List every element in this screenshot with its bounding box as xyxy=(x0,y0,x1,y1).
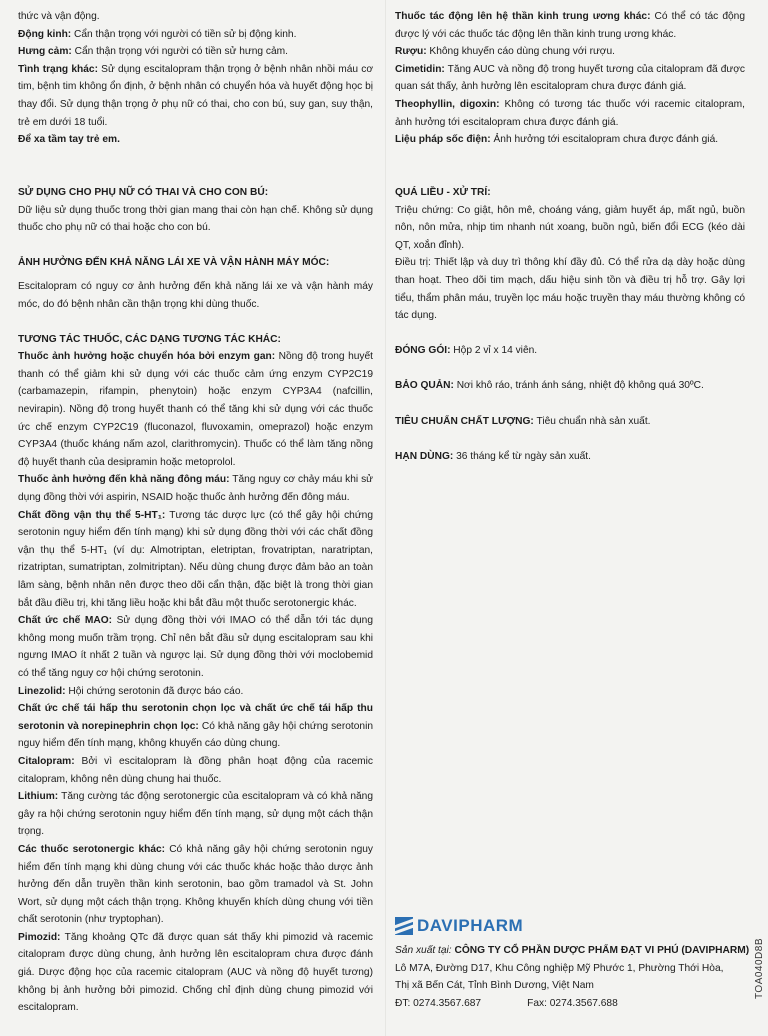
davipharm-logo-icon xyxy=(395,917,413,935)
interaction-text: Tăng nguy cơ chảy máu khi sử dụng đồng thời với aspirin, NSAID hoặc thuốc ảnh hưởng đến đông máu. xyxy=(18,474,373,504)
interaction-item xyxy=(18,929,373,1017)
packaging-text: Hộp 2 vỉ x 14 viên. xyxy=(450,345,538,357)
interaction-label: Chất ức chế MAO: xyxy=(18,615,113,627)
interaction-text: Có khả năng gây hội chứng serotonin nguy hiểm đến tính mạng khi dùng chung với các thuốc khác hoặc thảo dược ảnh hưởng đến dẫn truyền thần kinh serotonin, bao gồm tramadol và St. John Wort, sử dụng một cách thận trọng. Không khuyến khích dùng chung với tiền chất serotonin (như tryptophan). xyxy=(18,843,374,926)
overdose-treatment: Điều trị: Thiết lập và duy trì thông khí đầy đủ. Có thể rửa dạ dày hoặc dùng than hoạt. Theo dõi tim mạch, dấu hiệu sinh tồn và điều trị hỗ trợ. Gây lợi tiểu, thẩm phân máu, truyền lọc máu hoặc truyền thay máu thường không có tác dụng. xyxy=(395,257,745,322)
interaction-item xyxy=(18,471,373,506)
quality-paragraph xyxy=(395,413,745,431)
expiry-label: HẠN DÙNG: xyxy=(395,450,454,462)
interaction-item xyxy=(18,348,373,471)
right-column xyxy=(395,8,745,465)
interaction-label: Chất đồng vận thụ thể 5-HT₁: xyxy=(18,509,166,521)
left-column xyxy=(18,8,373,1017)
manufacturer-line xyxy=(395,942,750,960)
document-code: TOA040D8B xyxy=(754,938,765,1000)
interaction-item xyxy=(18,841,373,929)
quality-text: Tiêu chuẩn nhà sản xuất. xyxy=(533,415,651,427)
keep-away-warning: Để xa tầm tay trẻ em. xyxy=(18,134,120,146)
interaction-label: Linezolid: xyxy=(18,685,66,697)
interaction-item xyxy=(18,788,373,841)
interaction-label: Thuốc ảnh hưởng đến khả năng đông máu: xyxy=(18,474,230,486)
interaction-item xyxy=(18,612,373,682)
interaction-label: Lithium: xyxy=(18,791,59,803)
interaction-text: Có khả năng gây hội chứng serotonin nguy hiểm đến tính mạng, không khuyến cáo dùng chung. xyxy=(18,720,373,750)
interaction-label: Các thuốc serotonergic khác: xyxy=(18,843,166,855)
manufacturer-phone: ĐT: 0274.3567.687 xyxy=(395,997,482,1009)
interaction-item xyxy=(395,8,745,43)
interaction-text: Có thể có tác động được lý với các thuốc tác động lên thần kinh trung ương khác. xyxy=(395,11,746,40)
dong-kinh-paragraph xyxy=(18,26,373,44)
davipharm-logo xyxy=(395,916,523,936)
tinh-trang-label: Tình trạng khác: xyxy=(18,63,98,75)
manufacturer-block xyxy=(395,942,750,1012)
interaction-text: Nồng độ trong huyết thanh có thể giảm khi sử dụng với các thuốc cảm ứng enzym CYP2C19 (carbamazepin, rifampin, phenytoin) hoặc enzym CYP3A4 (nafcillin, nevirapin). Nồng độ trong huyết thanh có thể tăng khi sử dụng với các thuốc ức chế enzym CYP2C19 (fluconazol, fluvoxamin, omeprazol) hoặc enzym CYP3A4 (thuốc kháng nấm azol, clarithromycin). Thuốc có thể làm tăng nồng độ huyết thanh của desipramin hoặc metoprolol. xyxy=(18,351,373,468)
interaction-text: Tăng khoảng QTc đã được quan sát thấy khi pimozid và racemic citalopram được dùng chung, ảnh hưởng lên escitalopram chưa được đánh giá. Dược động học của racemic citalopram (AUC và nồng độ huyết tương) không bị ảnh hưởng bởi pimozid. Chống chỉ định dùng chung pimozid với escitalopram. xyxy=(18,931,373,1014)
hung-cam-paragraph xyxy=(18,43,373,61)
overdose-symptoms: Triệu chứng: Co giật, hôn mê, choáng váng, giảm huyết áp, mất ngủ, buồn nôn, nôn mửa, nhịp tim nhanh nút xoang, buồn ngủ, biến đổi ECG (kéo dài QT, xoắn đỉnh). xyxy=(395,204,745,251)
interactions-heading: TƯƠNG TÁC THUỐC, CÁC DẠNG TƯƠNG TÁC KHÁC: xyxy=(18,333,281,345)
interaction-item xyxy=(395,61,745,96)
driving-text: Escitalopram có nguy cơ ảnh hưởng đến khả năng lái xe và vận hành máy móc, do đó bệnh nhân cần thận trọng khi dùng thuốc. xyxy=(18,280,373,310)
interaction-item xyxy=(395,131,745,149)
manufacturer-contact xyxy=(395,995,750,1013)
brand-name: DAVIPHARM xyxy=(417,916,524,935)
packaging-paragraph xyxy=(395,342,745,360)
interaction-label: Liệu pháp sốc điện: xyxy=(395,134,491,146)
interaction-text: Ảnh hưởng tới escitalopram chưa được đánh giá. xyxy=(490,134,719,146)
intro-text: thức và vận động. xyxy=(18,11,100,22)
interaction-text: Tăng AUC và nồng độ trong huyết tương của citalopram đã được quan sát thấy, ảnh hưởng lên escitalopram chưa được đánh giá. xyxy=(395,63,745,93)
manufacturer-fax: Fax: 0274.3567.688 xyxy=(527,997,618,1009)
interaction-text: Không có tương tác thuốc với racemic citalopram, ảnh hưởng tới escitalopram chưa được đánh giá. xyxy=(395,98,745,128)
storage-paragraph xyxy=(395,377,745,395)
interaction-text: Bởi vì escitalopram là đồng phân hoạt động của racemic citalopram, không nên dùng chung hai thuốc. xyxy=(18,755,373,785)
manufacturer-address-2: Thị xã Bến Cát, Tỉnh Bình Dương, Việt Nam xyxy=(395,980,594,992)
storage-label: BẢO QUẢN: xyxy=(395,380,454,392)
interaction-label: Cimetidin: xyxy=(395,63,445,75)
interaction-text: Tương tác dược lực (có thể gây hội chứng serotonin nguy hiểm đến tính mạng) khi sử dụng đồng thời với các chất đồng vận thụ thể 5-HT₁ (ví dụ: Almotriptan, eletriptan, frovatriptan, naratriptan, rizatriptan, sumatriptan, zolmitriptan). Nếu dùng chung được đảm bảo an toàn lâm sàng, bệnh nhân nên được theo dõi cẩn thận, đặc biệt là trong thời gian bắt đầu điều trị, khi tăng liều hoặc khi bắt đầu một thuốc serotonergic khác. xyxy=(18,509,373,609)
manufacturer-address-1: Lô M7A, Đường D17, Khu Công nghiệp Mỹ Phước 1, Phường Thới Hòa, xyxy=(395,962,724,974)
interaction-item xyxy=(395,96,745,131)
pregnancy-text: Dữ liệu sử dụng thuốc trong thời gian mang thai còn hạn chế. Không sử dụng thuốc cho phụ nữ có thai hoặc cho con bú. xyxy=(18,204,373,234)
hung-cam-text: Cẩn thận trọng với người có tiền sử hưng cảm. xyxy=(71,46,288,58)
interaction-label: Theophyllin, digoxin: xyxy=(395,98,500,110)
interaction-item xyxy=(395,43,745,61)
storage-text: Nơi khô ráo, tránh ánh sáng, nhiệt độ không quá 30ºC. xyxy=(453,380,704,392)
manufacturer-label: Sản xuất tại: xyxy=(395,945,452,956)
interaction-item xyxy=(18,753,373,788)
interaction-label: Chất ức chế tái hấp thu serotonin chọn lọc và chất ức chế tái hấp thu serotonin và norepinephrin chọn lọc: xyxy=(18,703,373,732)
tinh-trang-paragraph xyxy=(18,61,373,131)
hung-cam-label: Hưng cảm: xyxy=(18,46,72,58)
expiry-paragraph xyxy=(395,448,745,466)
interaction-item xyxy=(18,700,373,753)
interaction-label: Thuốc ảnh hưởng hoặc chuyển hóa bởi enzym gan: xyxy=(18,351,276,363)
driving-heading: ẢNH HƯỞNG ĐẾN KHẢ NĂNG LÁI XE VÀ VẬN HÀNH MÁY MÓC: xyxy=(18,257,330,269)
interaction-label: Citalopram: xyxy=(18,755,75,767)
interaction-text: Tăng cường tác động serotonergic của escitalopram và có khả năng gây ra hội chứng serotonin nguy hiểm đến tính mạng, sử dụng một cách thận trọng. xyxy=(18,791,373,838)
tinh-trang-text: Sử dụng escitalopram thận trọng ở bệnh nhân nhồi máu cơ tim, bệnh tim không ổn định, ở bệnh nhân có chuyển hóa và huyết động học bị thay đổi. Sử dụng thận trọng ở phụ nữ có thai, cho con bú, suy gan, suy thận, trẻ em dưới 18 tuổi. xyxy=(18,63,373,128)
packaging-label: ĐÓNG GÓI: xyxy=(395,345,451,357)
interaction-label: Rượu: xyxy=(395,46,427,58)
dong-kinh-text: Cẩn thận trọng với người có tiền sử bị động kinh. xyxy=(71,28,297,40)
dong-kinh-label: Động kinh: xyxy=(18,28,72,40)
manufacturer-company: CÔNG TY CỔ PHẦN DƯỢC PHẨM ĐẠT VI PHÚ (DAVIPHARM) xyxy=(451,945,750,956)
interaction-item xyxy=(18,683,373,701)
overdose-heading: QUÁ LIỀU - XỬ TRÍ: xyxy=(395,186,491,198)
paper-fold-line xyxy=(385,0,386,1036)
interaction-label: Thuốc tác động lên hệ thần kinh trung ương khác: xyxy=(395,11,651,22)
interaction-text: Không khuyến cáo dùng chung với rượu. xyxy=(426,46,615,58)
quality-label: TIÊU CHUẨN CHẤT LƯỢNG: xyxy=(395,415,534,427)
expiry-text: 36 tháng kể từ ngày sản xuất. xyxy=(453,450,591,462)
interaction-text: Sử dụng đồng thời với IMAO có thể dẫn tới tác dụng không mong muốn trầm trọng. Chỉ nên bắt đầu sử dụng escitalopram sau khi ngưng IMAO ít nhất 2 tuần và ngược lại. Sử dụng đồng thời với moclobemid có thể tăng nguy cơ hội chứng serotonin. xyxy=(18,615,374,679)
pregnancy-heading: SỬ DỤNG CHO PHỤ NỮ CÓ THAI VÀ CHO CON BÚ: xyxy=(18,186,269,198)
interaction-item xyxy=(18,507,373,613)
interaction-label: Pimozid: xyxy=(18,931,61,943)
interaction-text: Hội chứng serotonin đã được báo cáo. xyxy=(65,685,244,697)
